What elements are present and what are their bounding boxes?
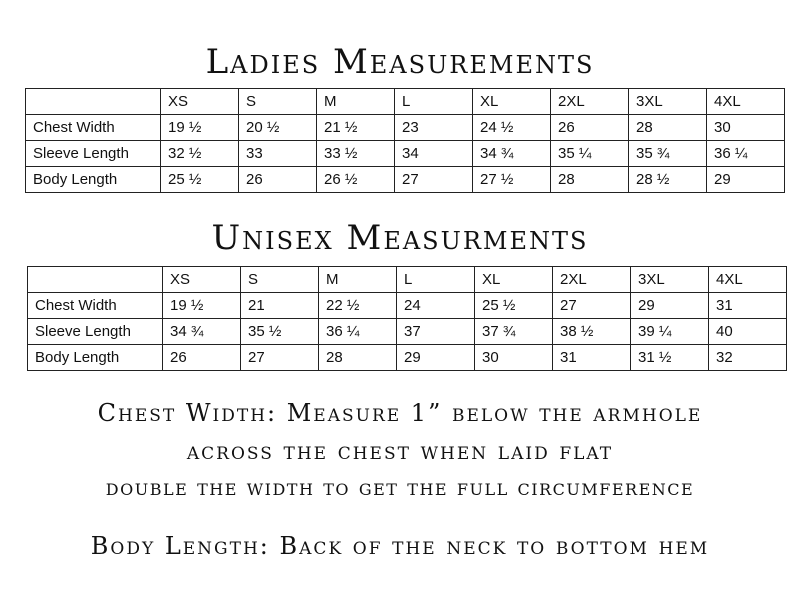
- table-cell: 33: [239, 141, 317, 167]
- chest-width-note-line-3: double the width to get the full circumference: [105, 475, 695, 501]
- size-header: 3XL: [629, 89, 707, 115]
- chest-width-note-line-2: across the chest when laid flat: [186, 437, 614, 465]
- size-header: XS: [163, 267, 241, 293]
- header-row: [26, 89, 785, 115]
- row-label: Sleeve Length: [26, 141, 161, 167]
- size-header: S: [239, 89, 317, 115]
- table-cell: 26: [551, 115, 629, 141]
- table-row: [26, 115, 785, 141]
- size-header: XS: [161, 89, 239, 115]
- table-cell: 38 ½: [553, 319, 631, 345]
- table-cell: 28: [319, 345, 397, 371]
- table-cell: 27: [241, 345, 319, 371]
- table-cell: 39 ¼: [631, 319, 709, 345]
- table-cell: 21 ½: [317, 115, 395, 141]
- table-cell: 21: [241, 293, 319, 319]
- table-cell: 30: [475, 345, 553, 371]
- unisex-title: Unisex Measurments: [211, 218, 589, 258]
- table-cell: 31: [709, 293, 787, 319]
- table-cell: 26 ½: [317, 167, 395, 193]
- ladies-size-table: [25, 88, 785, 193]
- size-header: 2XL: [553, 267, 631, 293]
- size-header: S: [241, 267, 319, 293]
- size-header: M: [319, 267, 397, 293]
- table-cell: 20 ½: [239, 115, 317, 141]
- body-length-note: Body Length: Back of the neck to bottom hem: [90, 532, 710, 560]
- table-cell: 28: [629, 115, 707, 141]
- table-row: [28, 319, 787, 345]
- table-cell: 37 ¾: [475, 319, 553, 345]
- table-cell: 19 ½: [163, 293, 241, 319]
- table-row: [28, 293, 787, 319]
- table-cell: 32: [709, 345, 787, 371]
- table-cell: 36 ¼: [319, 319, 397, 345]
- table-cell: 26: [239, 167, 317, 193]
- corner-cell: [26, 89, 161, 115]
- table-cell: 29: [707, 167, 785, 193]
- table-cell: 34 ¾: [473, 141, 551, 167]
- size-header: L: [397, 267, 475, 293]
- table-cell: 26: [163, 345, 241, 371]
- table-cell: 29: [397, 345, 475, 371]
- table-cell: 31: [553, 345, 631, 371]
- size-header: 4XL: [709, 267, 787, 293]
- row-label: Body Length: [28, 345, 163, 371]
- size-header: 4XL: [707, 89, 785, 115]
- corner-cell: [28, 267, 163, 293]
- size-header: XL: [473, 89, 551, 115]
- table-cell: 32 ½: [161, 141, 239, 167]
- row-label: Chest Width: [26, 115, 161, 141]
- row-label: Sleeve Length: [28, 319, 163, 345]
- size-header: 2XL: [551, 89, 629, 115]
- table-cell: 37: [397, 319, 475, 345]
- table-cell: 28 ½: [629, 167, 707, 193]
- row-label: Chest Width: [28, 293, 163, 319]
- table-cell: 40: [709, 319, 787, 345]
- size-header: M: [317, 89, 395, 115]
- table-row: [28, 345, 787, 371]
- table-cell: 27 ½: [473, 167, 551, 193]
- table-cell: 29: [631, 293, 709, 319]
- ladies-title: Ladies Measurements: [205, 42, 595, 82]
- table-row: [26, 141, 785, 167]
- table-cell: 22 ½: [319, 293, 397, 319]
- table-cell: 28: [551, 167, 629, 193]
- header-row: [28, 267, 787, 293]
- table-cell: 35 ½: [241, 319, 319, 345]
- table-cell: 24 ½: [473, 115, 551, 141]
- size-header: XL: [475, 267, 553, 293]
- chest-width-note-line-1: Chest Width: Measure 1” below the armhole: [97, 399, 703, 427]
- table-cell: 23: [395, 115, 473, 141]
- unisex-size-table: [27, 266, 787, 371]
- table-cell: 27: [395, 167, 473, 193]
- table-cell: 30: [707, 115, 785, 141]
- table-cell: 35 ¾: [629, 141, 707, 167]
- table-cell: 24: [397, 293, 475, 319]
- table-cell: 25 ½: [161, 167, 239, 193]
- table-cell: 19 ½: [161, 115, 239, 141]
- table-cell: 34 ¾: [163, 319, 241, 345]
- table-row: [26, 167, 785, 193]
- table-cell: 25 ½: [475, 293, 553, 319]
- table-cell: 33 ½: [317, 141, 395, 167]
- table-cell: 34: [395, 141, 473, 167]
- table-cell: 31 ½: [631, 345, 709, 371]
- table-cell: 36 ¼: [707, 141, 785, 167]
- size-header: L: [395, 89, 473, 115]
- table-cell: 35 ¼: [551, 141, 629, 167]
- row-label: Body Length: [26, 167, 161, 193]
- size-header: 3XL: [631, 267, 709, 293]
- table-cell: 27: [553, 293, 631, 319]
